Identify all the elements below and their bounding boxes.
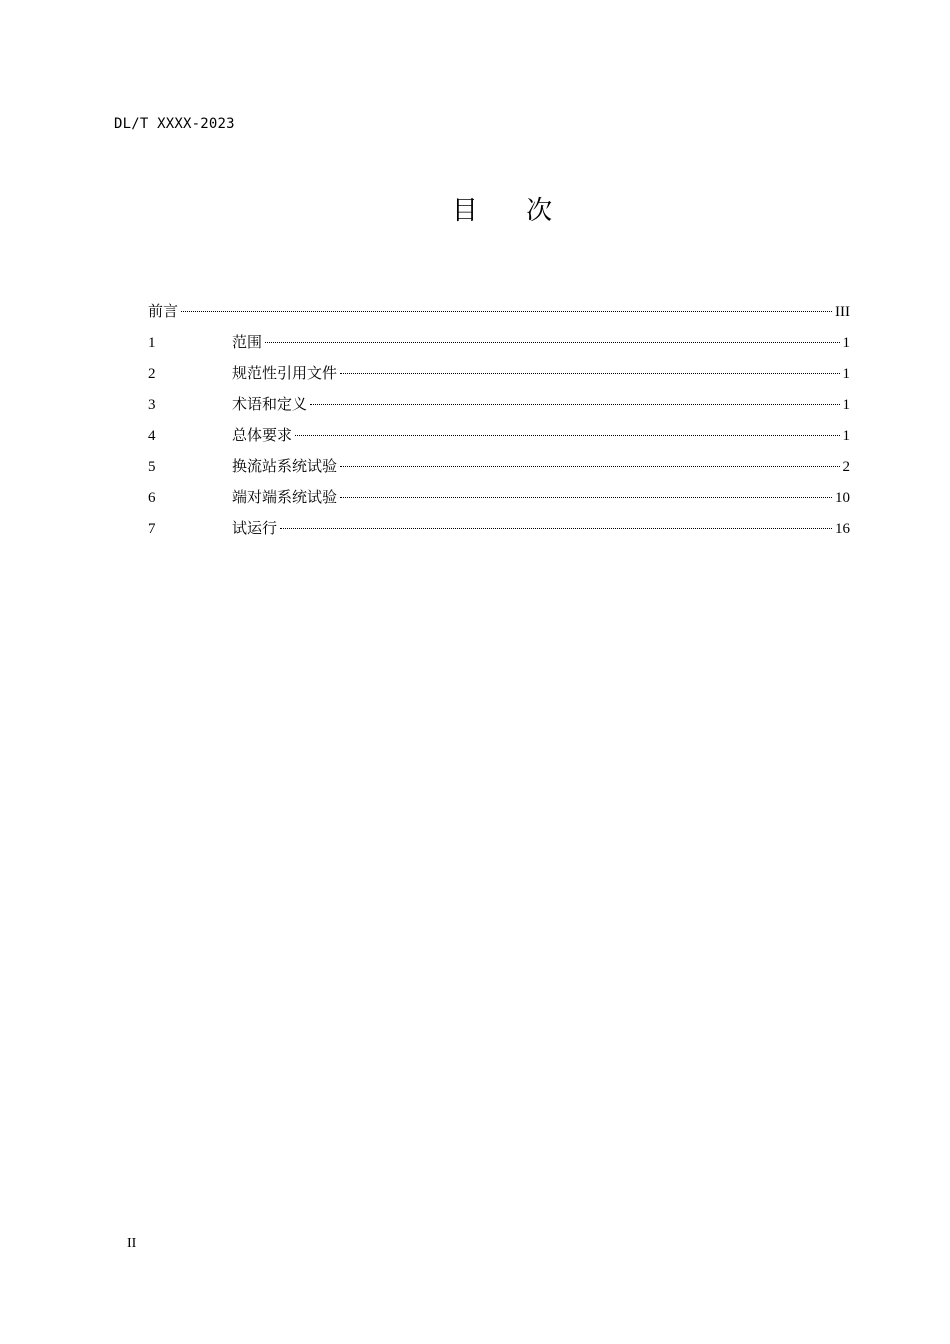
toc-title: 目 次 [451,196,573,226]
toc-entry-label: 规范性引用文件 [232,364,338,382]
toc-entry-6[interactable] [148,486,850,517]
toc-entry-number: 4 [148,428,156,444]
toc-entry-7[interactable] [148,517,850,548]
toc-entry-page: 1 [842,335,850,351]
toc-leader-dots [280,528,832,529]
toc-entry-number: 7 [148,521,156,537]
toc-entry-label: 端对端系统试验 [232,488,338,506]
toc-leader-dots [340,497,832,498]
toc-leader-dots [181,311,832,312]
toc-entry-label: 换流站系统试验 [232,457,338,475]
toc-entry-page: 1 [842,366,850,382]
toc-entry-page: 10 [835,490,850,506]
toc-entry-number: 6 [148,490,156,506]
toc-entry-3[interactable] [148,393,850,424]
toc-entry-5[interactable] [148,455,850,486]
toc-entry-1[interactable] [148,331,850,362]
toc-entry-page: 16 [835,521,850,537]
toc-entry-page: 2 [842,459,850,475]
toc-leader-dots [310,404,839,405]
toc-entry-label: 前言 [148,302,179,320]
toc-leader-dots [340,466,839,467]
toc-entry-label: 总体要求 [232,426,293,444]
toc-leader-dots [265,342,839,343]
toc-entry-page: 1 [842,428,850,444]
toc-entry-number: 1 [148,335,156,351]
toc-entry-page: III [835,304,850,320]
toc-leader-dots [340,373,839,374]
toc-entry-label: 试运行 [232,519,278,537]
page-number: II [127,1236,137,1251]
toc-entry-4[interactable] [148,424,850,455]
toc-entry-label: 术语和定义 [232,395,308,413]
toc-entry-number: 5 [148,459,156,475]
standard-code: DL/T XXXX-2023 [114,116,235,132]
toc-entry-2[interactable] [148,362,850,393]
table-of-contents [148,300,850,548]
toc-entry-number: 2 [148,366,156,382]
toc-entry-label: 范围 [232,333,263,351]
toc-entry-preface[interactable] [148,300,850,331]
toc-leader-dots [295,435,839,436]
toc-entry-page: 1 [842,397,850,413]
toc-entry-number: 3 [148,397,156,413]
